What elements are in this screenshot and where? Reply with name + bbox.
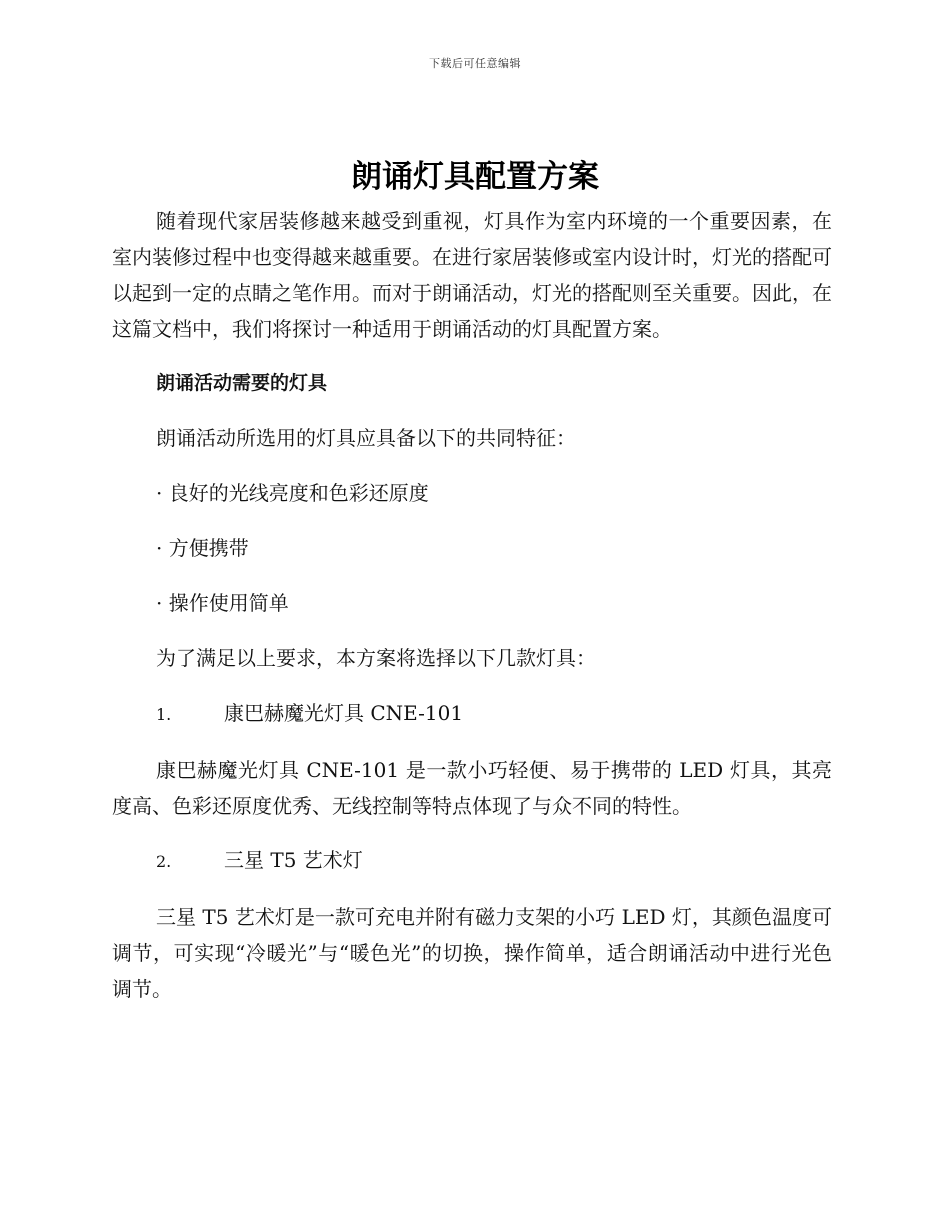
intro-paragraph: 随着现代家居装修越来越受到重视，灯具作为室内环境的一个重要因素，在室内装修过程中也变得越来越重要。在进行家居装修或室内设计时，灯光的搭配可以起到一定的点睛之笔作用。而对于朗诵活动，灯光的搭配则至关重要。因此，在这篇文档中，我们将探讨一种适用于朗诵活动的灯具配置方案。 — [112, 209, 832, 341]
product-heading — [112, 842, 832, 880]
product-description: 三星 T5 艺术灯是一款可充电并附有磁力支架的小巧 LED 灯，其颜色温度可调节，可实现“冷暖光”与“暖色光”的切换，操作简单，适合朗诵活动中进行光色调节。 — [112, 905, 832, 1001]
document-body — [112, 203, 832, 1025]
product-name: 三星 T5 艺术灯 — [224, 848, 363, 872]
product-number: 1. — [156, 705, 172, 724]
product-description: 康巴赫魔光灯具 CNE-101 是一款小巧轻便、易于携带的 LED 灯具，其亮度高、色彩还原度优秀、无线控制等特点体现了与众不同的特性。 — [112, 758, 832, 818]
product-heading — [112, 695, 832, 733]
document-title: 朗诵灯具配置方案 — [351, 159, 599, 195]
section-heading: 朗诵活动需要的灯具 — [156, 372, 328, 394]
header-note: 下载后可任意编辑 — [429, 57, 521, 70]
feature-item: · 方便携带 — [156, 536, 249, 560]
selection-intro: 为了满足以上要求，本方案将选择以下几款灯具： — [156, 646, 596, 670]
feature-item: · 操作使用简单 — [156, 591, 289, 615]
features-intro: 朗诵活动所选用的灯具应具备以下的共同特征： — [156, 426, 576, 450]
feature-item: · 良好的光线亮度和色彩还原度 — [156, 481, 429, 505]
product-number: 2. — [156, 852, 172, 871]
product-name: 康巴赫魔光灯具 CNE-101 — [224, 701, 464, 725]
